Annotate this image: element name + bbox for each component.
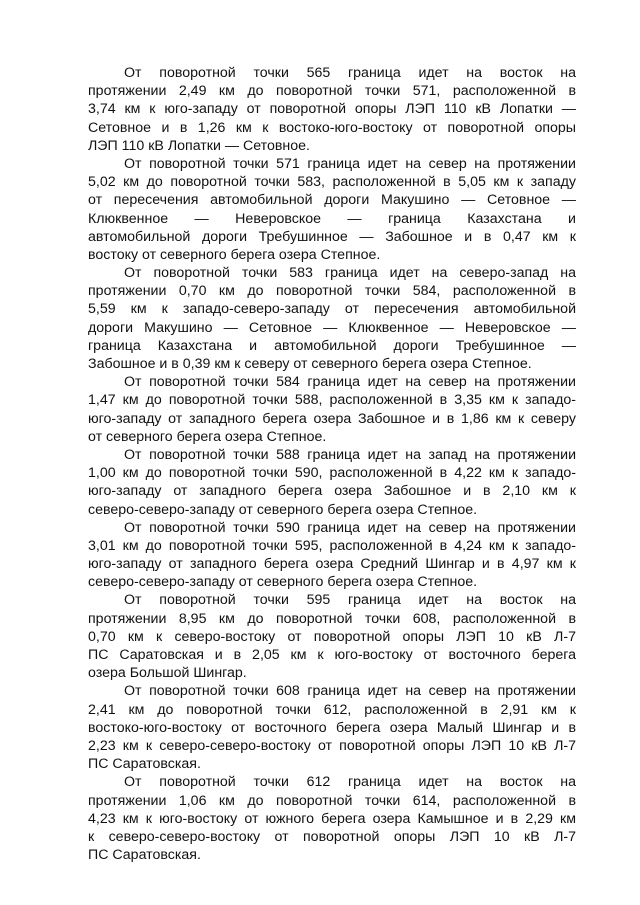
paragraph-line: 0,70 км к северо-востоку от поворотной опоры ЛЭП 10 кВ Л-7	[88, 628, 576, 645]
paragraph-line: От поворотной точки 571 граница идет на север на протяжении	[124, 155, 576, 172]
paragraph-line: граница Казахстана и автомобильной дороги Требушинное —	[88, 337, 576, 354]
paragraph-line: 4,23 км к юго-востоку от южного берега озера Камышное и в 2,29 км	[88, 810, 576, 827]
paragraph	[88, 446, 576, 519]
paragraph-line: северо-северо-западу от северного берега озера Степное.	[88, 574, 478, 591]
paragraph	[88, 591, 576, 682]
paragraph-line: протяжении 1,06 км до поворотной точки 614, расположенной в	[88, 792, 576, 809]
paragraph	[88, 519, 576, 592]
paragraph-line: автомобильной дороги Требушинное — Забошное и в 0,47 км к	[88, 228, 576, 245]
paragraph-line: ПС Саратовская.	[88, 847, 201, 864]
paragraph-line: 2,41 км до поворотной точки 612, расположенной в 2,91 км к	[88, 701, 576, 718]
paragraph-line: 2,23 км к северо-северо-востоку от поворотной опоры ЛЭП 10 кВ Л-7	[88, 737, 576, 754]
paragraph	[88, 373, 576, 446]
paragraph-line: протяжении 0,70 км до поворотной точки 584, расположенной в	[88, 283, 576, 300]
paragraph-line: Сетовное и в 1,26 км к востоко-юго-востоку от поворотной опоры	[88, 119, 576, 136]
paragraph	[88, 64, 576, 155]
paragraph-line: ПС Саратовская.	[88, 756, 201, 773]
paragraph-line: от северного берега озера Степное.	[88, 428, 327, 445]
paragraph-line: ПС Саратовская и в 2,05 км к юго-востоку от восточного берега	[88, 647, 576, 663]
paragraph-line: От поворотной точки 590 граница идет на север на протяжении	[124, 519, 576, 536]
paragraph-line: 5,59 км к западо-северо-западу от пересечения автомобильной	[88, 301, 576, 318]
paragraph-line: От поворотной точки 584 граница идет на север на протяжении	[124, 374, 576, 391]
paragraph-line: к северо-северо-востоку от поворотной опоры ЛЭП 10 кВ Л-7	[88, 828, 576, 845]
paragraph-line: 5,02 км до поворотной точки 583, расположенной в 5,05 км к западу	[88, 174, 576, 191]
paragraph-line: 1,00 км до поворотной точки 590, расположенной в 4,22 км к западо-	[88, 465, 576, 482]
paragraph-line: От поворотной точки 612 граница идет на восток на	[124, 774, 576, 791]
paragraph-line: от пересечения автомобильной дороги Макушино — Сетовное —	[88, 192, 576, 209]
paragraph-line: дороги Макушино — Сетовное — Клюквенное — Неверовское —	[88, 319, 576, 336]
paragraph-line: протяжении 8,95 км до поворотной точки 608, расположенной в	[88, 610, 576, 627]
paragraph-line: востоку от северного берега озера Степное.	[88, 246, 381, 263]
paragraph-line: Клюквенное — Неверовское — граница Казахстана и	[88, 210, 576, 227]
paragraph-line: ЛЭП 110 кВ Лопатки — Сетовное.	[88, 137, 310, 154]
document-body	[88, 64, 576, 864]
paragraph-line: юго-западу от западного берега озера Забошное и в 2,10 км к	[88, 483, 576, 500]
paragraph-line: 3,74 км к юго-западу от поворотной опоры ЛЭП 110 кВ Лопатки —	[88, 101, 576, 118]
paragraph-line: Забошное и в 0,39 км к северу от северного берега озера Степное.	[88, 356, 532, 372]
paragraph-line: озера Большой Шингар.	[88, 665, 247, 682]
paragraph	[88, 264, 576, 373]
paragraph-line: юго-западу от западного берега озера Забошное и в 1,86 км к северу	[88, 410, 576, 427]
paragraph-line: От поворотной точки 608 граница идет на север на протяжении	[124, 683, 576, 700]
paragraph-line: 3,01 км до поворотной точки 595, расположенной в 4,24 км к западо-	[88, 537, 576, 554]
paragraph-line: юго-западу от западного берега озера Средний Шингар и в 4,97 км к	[88, 556, 576, 573]
paragraph	[88, 773, 576, 864]
paragraph-line: От поворотной точки 588 граница идет на запад на протяжении	[124, 446, 576, 463]
paragraph	[88, 155, 576, 264]
paragraph-line: От поворотной точки 595 граница идет на восток на	[124, 592, 576, 609]
paragraph-line: От поворотной точки 565 граница идет на восток на	[124, 65, 576, 81]
paragraph-line: востоко-юго-востоку от восточного берега озера Малый Шингар и в	[88, 719, 576, 736]
paragraph	[88, 682, 576, 773]
paragraph-line: северо-северо-западу от северного берега озера Степное.	[88, 501, 478, 518]
paragraph-line: 1,47 км до поворотной точки 588, расположенной в 3,35 км к западо-	[88, 392, 576, 409]
paragraph-line: От поворотной точки 583 граница идет на северо-запад на	[124, 265, 576, 282]
paragraph-line: протяжении 2,49 км до поворотной точки 571, расположенной в	[88, 83, 576, 100]
